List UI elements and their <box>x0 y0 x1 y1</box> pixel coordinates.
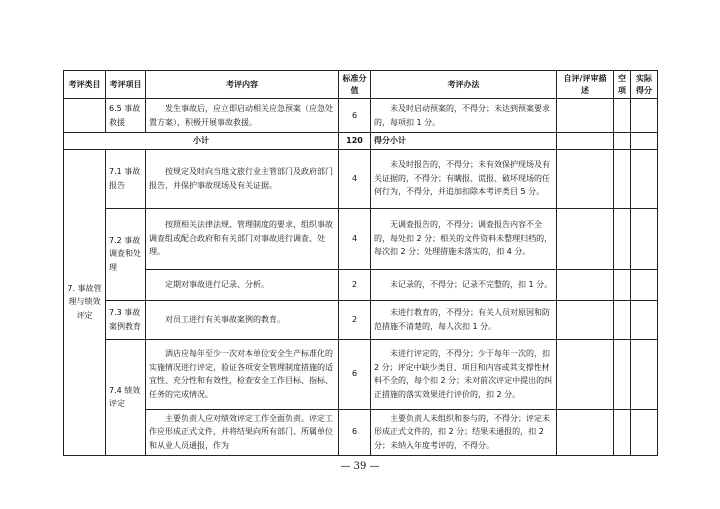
score-cell: 2 <box>339 269 371 300</box>
table-row <box>64 99 658 133</box>
empty-item-cell <box>614 409 631 455</box>
subtotal-row <box>64 133 658 150</box>
evaluation-table <box>63 70 658 456</box>
category-cell: 7. 事故管理与绩效评定 <box>64 149 106 455</box>
method-cell: 未及时报告的，不得分；未有效保护现场及有关证据的，不得分；有瞒报、谎报、破坏现场的任何行为，不得分，并追加扣除本考评类目 5 分。 <box>371 149 557 208</box>
score-cell: 6 <box>339 409 371 455</box>
item-cell: 7.1 事故报告 <box>106 149 146 208</box>
header-method: 考评办法 <box>371 71 557 99</box>
table-row <box>64 208 658 269</box>
content-cell: 酒店应每年至少一次对本单位安全生产标准化的实施情况进行评定，验证各项安全管理制度措施的适宜性、充分性和有效性，检查安全工作目标、指标、任务的完成情况。 <box>146 339 339 409</box>
table-row <box>64 409 658 455</box>
actual-score-cell <box>631 149 658 208</box>
self-eval-cell <box>557 149 614 208</box>
header-self-eval: 自评/评审描述 <box>557 71 614 99</box>
header-item: 考评项目 <box>106 71 146 99</box>
header-standard-score: 标准分值 <box>339 71 371 99</box>
score-cell: 4 <box>339 208 371 269</box>
item-cell: 6.5 事故救援 <box>106 99 146 133</box>
content-cell: 对员工进行有关事故案例的教育。 <box>146 300 339 339</box>
empty-item-cell <box>614 99 631 133</box>
content-cell: 发生事故后，应立即启动相关应急预案（应急处置方案），积极开展事故救援。 <box>146 99 339 133</box>
score-cell: 6 <box>339 339 371 409</box>
self-eval-cell <box>557 208 614 269</box>
content-cell: 按规定及时向当地文旅行业主管部门及政府部门报告，并保护事故现场及有关证据。 <box>146 149 339 208</box>
empty-item-cell <box>614 149 631 208</box>
subtotal-method: 得分小计 <box>371 133 557 150</box>
score-cell: 6 <box>339 99 371 133</box>
empty-item-cell <box>614 133 631 150</box>
page-number: — 39 — <box>340 461 380 472</box>
actual-score-cell <box>631 208 658 269</box>
self-eval-cell <box>557 99 614 133</box>
score-cell: 2 <box>339 300 371 339</box>
self-eval-cell <box>557 269 614 300</box>
table-row <box>64 300 658 339</box>
method-cell: 主要负责人未组织和参与的，不得分；评定未形成正式文件的，扣 2 分；结果未通报的，扣 2 分；未纳入年度考评的，不得分。 <box>371 409 557 455</box>
method-cell: 未记录的，不得分；记录不完整的，扣 1 分。 <box>371 269 557 300</box>
actual-score-cell <box>631 269 658 300</box>
content-cell: 按照相关法律法规、管理制度的要求，组织事故调查组或配合政府和有关部门对事故进行调查、处理。 <box>146 208 339 269</box>
empty-item-cell <box>614 300 631 339</box>
actual-score-cell <box>631 339 658 409</box>
score-cell: 4 <box>339 149 371 208</box>
actual-score-cell <box>631 300 658 339</box>
self-eval-cell <box>557 300 614 339</box>
subtotal-score: 120 <box>339 133 371 150</box>
item-cell: 7.3 事故案例教育 <box>106 300 146 339</box>
subtotal-label: 小计 <box>64 133 339 150</box>
header-category: 考评类目 <box>64 71 106 99</box>
self-eval-cell <box>557 133 614 150</box>
actual-score-cell <box>631 409 658 455</box>
table-row <box>64 339 658 409</box>
item-cell: 7.4 绩效评定 <box>106 339 146 455</box>
header-empty: 空项 <box>614 71 631 99</box>
content-cell: 主要负责人应对绩效评定工作全面负责。评定工作应形成正式文件，并将结果向所有部门、所属单位和从业人员通报，作为 <box>146 409 339 455</box>
method-cell: 未进行评定的，不得分；少于每年一次的，扣 2 分；评定中缺少类目、项目和内容或其支撑性材料不全的，每个扣 2 分；未对前次评定中提出的纠正措施的落实效果进行评价的，扣 2 分。 <box>371 339 557 409</box>
header-content: 考评内容 <box>146 71 339 99</box>
actual-score-cell <box>631 133 658 150</box>
empty-cell <box>64 99 106 133</box>
self-eval-cell <box>557 339 614 409</box>
table-row <box>64 149 658 208</box>
empty-item-cell <box>614 269 631 300</box>
empty-item-cell <box>614 208 631 269</box>
empty-item-cell <box>614 339 631 409</box>
self-eval-cell <box>557 409 614 455</box>
content-cell: 定期对事故进行记录、分析。 <box>146 269 339 300</box>
item-cell: 7.2 事故调查和处理 <box>106 208 146 300</box>
table-row <box>64 269 658 300</box>
header-row <box>64 71 658 99</box>
header-actual: 实际得分 <box>631 71 658 99</box>
method-cell: 未进行教育的，不得分；有关人员对原因和防范措施不清楚的，每人次扣 1 分。 <box>371 300 557 339</box>
actual-score-cell <box>631 99 658 133</box>
method-cell: 未及时启动预案的，不得分；未达到预案要求的，每项扣 1 分。 <box>371 99 557 133</box>
method-cell: 无调查报告的，不得分；调查报告内容不全的，每处扣 2 分；相关的文件资料未整理归档的，每次扣 2 分；处理措施未落实的，扣 4 分。 <box>371 208 557 269</box>
